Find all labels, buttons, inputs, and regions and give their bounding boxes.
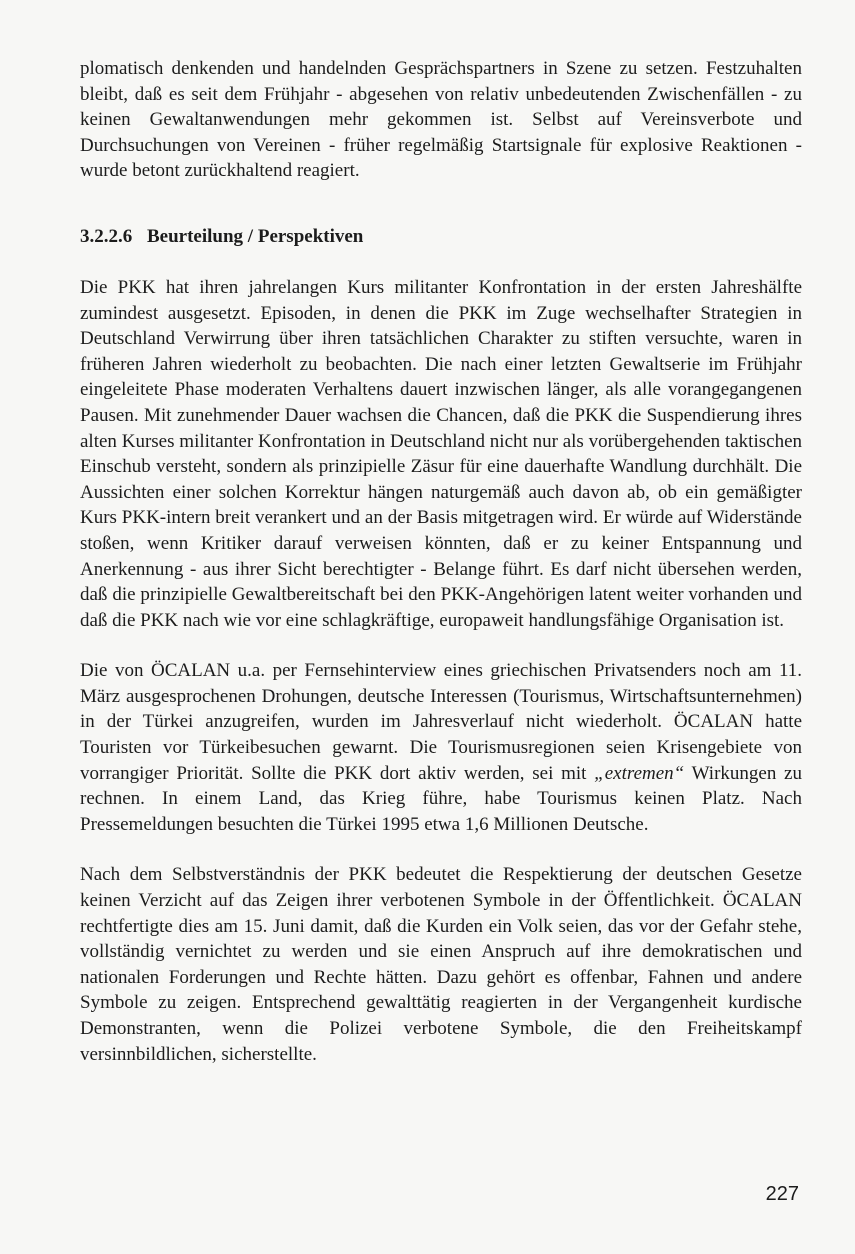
section-title: Beurteilung / Perspektiven — [147, 225, 364, 247]
page-number: 227 — [765, 1183, 799, 1205]
paragraph-symbols: Nach dem Selbstverständnis der PKK bedeutet die Respektierung der deutschen Gesetze keinen Verzicht auf das Zeigen ihrer verbotenen Symbole in der Öffentlichkeit. ÖCALAN rechtfertigte dies am 15. Juni damit, daß die Kurden ein Volk seien, das vor der Gefahr stehe, vollständig vernichtet zu werden und sie einen Anspruch auf ihre demokratischen und nationalen Forderungen und Rechte hätten. Dazu gehört es offenbar, Fahnen und andere Symbole zu zeigen. Entsprechend gewalttätig reagierten in der Vergangenheit kurdische Demonstranten, wenn die Polizei verbotene Symbole, die den Freiheitskampf versinnbildlichen, sicherstellte. — [80, 864, 802, 1065]
document-page — [80, 56, 802, 1067]
paragraph-assessment: Die PKK hat ihren jahrelangen Kurs militanter Konfrontation in der ersten Jahreshälfte zumindest ausgesetzt. Episoden, in denen die PKK im Zuge wechselhafter Strategien in Deutschland Verwirrung über ihren tatsächlichen Charakter zu stiften versuchte, waren in früheren Jahren wiederholt zu beobachten. Die nach einer letzten Gewaltserie im Frühjahr eingeleitete Phase moderaten Verhaltens dauert inzwischen länger, als alle vorangegangenen Pausen. Mit zunehmender Dauer wachsen die Chancen, daß die PKK die Suspendierung ihres alten Kurses militanter Konfrontation in Deutschland nicht nur als vorübergehenden taktischen Einschub versteht, sondern als prinzipielle Zäsur für eine dauerhafte Wandlung durchhält. Die Aussichten einer solchen Korrektur hängen naturgemäß auch davon ab, ob ein gemäßigter Kurs PKK-intern breit verankert und an der Basis mitgetragen wird. Er würde auf Widerstände stoßen, wenn Kritiker darauf verweisen könnten, daß er zu keiner Entspannung und Anerkennung - aus ihrer Sicht berechtigter - Belange führt. Es darf nicht übersehen werden, daß die prinzipielle Gewaltbereitschaft bei den PKK-Angehörigen latent weiter vorhanden und daß die PKK nach wie vor eine schlagkräftige, europaweit handlungsfähige Organisation ist. — [80, 276, 802, 631]
paragraph-threats-italic: „extremen“ — [594, 762, 685, 784]
paragraph-threats-part1: Die von ÖCALAN u.a. per Fernsehinterview eines griechischen Privatsenders noch am 11. März ausgesprochenen Drohungen, deutsche Interessen (Tourismus, Wirtschaftsunternehmen) in der Türkei anzugreifen, wurden im Jahresverlauf nicht wiederholt. ÖCALAN hatte Touristen vor Türkeibesuchen gewarnt. Die Tourismusregionen seien Krisengebiete von vorrangiger Priorität. Sollte die PKK dort aktiv werden, sei mit — [80, 660, 802, 784]
section-heading — [80, 224, 802, 250]
paragraph-threats-part2: Wirkungen zu rechnen. In einem Land, das Krieg führe, habe Tourismus keinen Platz. Nach Pressemeldungen besuchten die Türkei 1995 etwa 1,6 Millionen Deutsche. — [80, 762, 802, 835]
paragraph-threats — [80, 658, 802, 837]
paragraph-intro: plomatisch denkenden und handelnden Gesprächspartners in Szene zu setzen. Festzuhalten bleibt, daß es seit dem Frühjahr - abgesehen von relativ unbedeutenden Zwischenfällen - zu keinen Gewaltanwendungen mehr gekommen ist. Selbst auf Vereinsverbote und Durchsuchungen von Vereinen - früher regelmäßig Startsignale für explosive Reaktionen - wurde betont zurückhaltend reagiert. — [80, 58, 802, 182]
section-number: 3.2.2.6 — [80, 225, 133, 247]
